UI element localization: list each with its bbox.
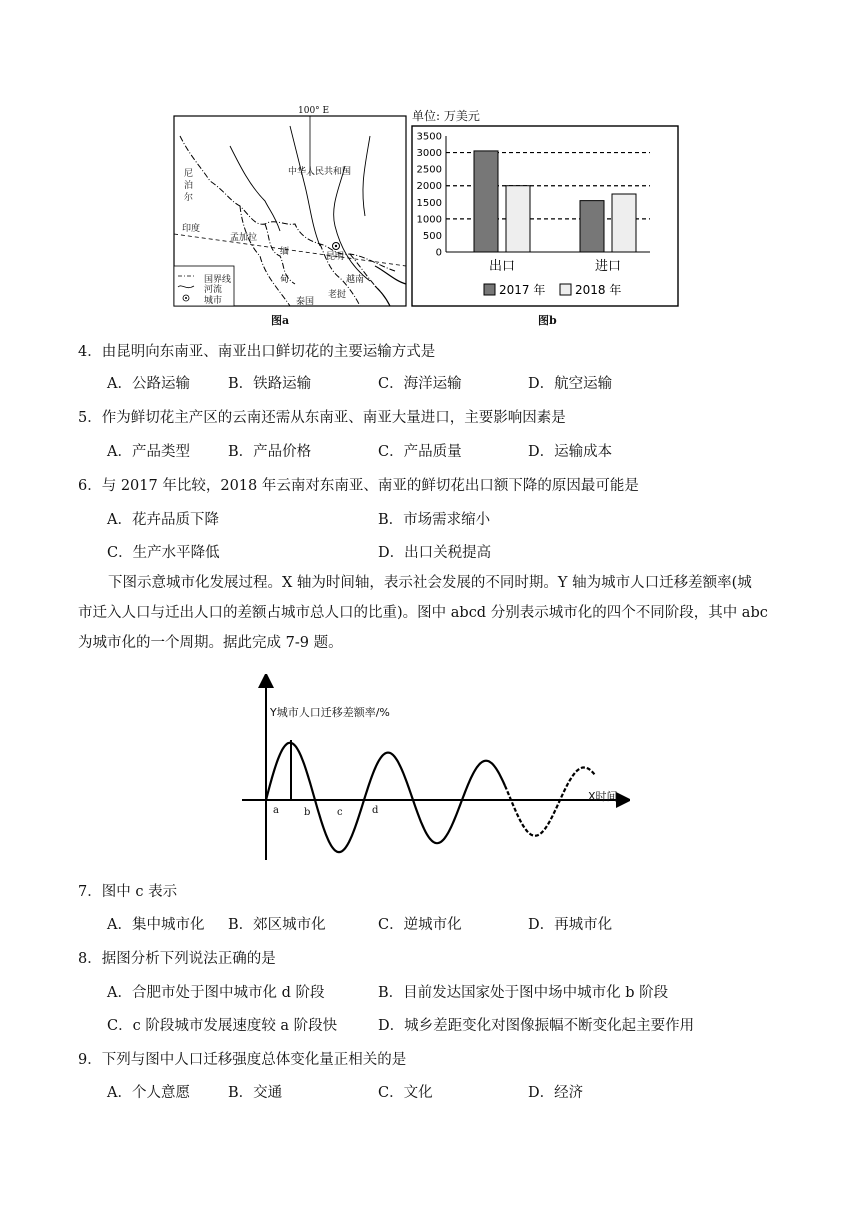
figure-b-caption: 图b (538, 314, 557, 327)
figure-a-map (170, 106, 410, 312)
map-label-vietnam: 越南 (346, 275, 365, 285)
y-tick-label: 1500 (416, 197, 442, 209)
bar-0-1 (506, 186, 530, 252)
map-label-india: 印度 (182, 224, 201, 234)
intro-line-2: 市迁入人口与迁出人口的差额占城市总人口的比重)。图中 abcd 分别表示城市化的四个不同阶段，其中 abc (78, 605, 768, 621)
q9-option-a[interactable]: A．个人意愿 (107, 1085, 190, 1101)
intro-line-3: 为城市化的一个周期。据此完成 7-9 题。 (78, 635, 343, 651)
q7-option-c[interactable]: C．逆城市化 (378, 917, 462, 933)
q4-option-c[interactable]: C．海洋运输 (378, 376, 462, 392)
category-label: 进口 (594, 259, 622, 274)
map-label-nepal: 尼泊尔 (184, 169, 194, 203)
q4-option-b[interactable]: B．铁路运输 (228, 376, 312, 392)
wave-dashed-line (505, 768, 595, 836)
q7-option-a[interactable]: A．集中城市化 (107, 917, 205, 933)
map-label-china: 中华人民共和国 (288, 167, 352, 177)
q9-option-d[interactable]: D．经济 (528, 1085, 584, 1101)
q8-option-b[interactable]: B．目前发达国家处于图中场中城市化 b 阶段 (378, 985, 669, 1001)
legend-river-label: 河流 (204, 285, 223, 295)
q4-option-d[interactable]: D．航空运输 (528, 376, 613, 392)
y-tick-label: 2500 (416, 164, 442, 176)
question-7-stem: 7．图中 c 表示 (78, 884, 178, 900)
q7-option-d[interactable]: D．再城市化 (528, 917, 613, 933)
q5-option-b[interactable]: B．产品价格 (228, 444, 312, 460)
question-8-stem: 8．据图分析下列说法正确的是 (78, 951, 276, 967)
longitude-label: 100° E (298, 106, 330, 116)
map-label-thailand: 泰国 (296, 297, 315, 307)
q6-option-a[interactable]: A．花卉品质下降 (107, 512, 219, 528)
q7-option-b[interactable]: B．郊区城市化 (228, 917, 326, 933)
bar-1-1 (612, 194, 636, 252)
wave-solid-line (266, 743, 505, 852)
q5-option-a[interactable]: A．产品类型 (107, 444, 190, 460)
map-label-myanmar: 缅甸 (280, 247, 290, 285)
category-label: 出口 (488, 259, 516, 274)
q9-option-b[interactable]: B．交通 (228, 1085, 283, 1101)
bar-chart-svg (410, 124, 682, 308)
q5-option-d[interactable]: D．运输成本 (528, 444, 613, 460)
q8-option-d[interactable]: D．城乡差距变化对图像振幅不断变化起主要作用 (378, 1018, 695, 1034)
urbanization-wave-chart (230, 674, 630, 868)
stage-label-a: a (273, 805, 279, 816)
bar-1-0 (580, 201, 604, 252)
q8-option-a[interactable]: A．合肥市处于图中城市化 d 阶段 (107, 985, 325, 1001)
q8-option-c[interactable]: C．c 阶段城市发展速度较 a 阶段快 (107, 1018, 338, 1034)
q4-option-a[interactable]: A．公路运输 (107, 376, 190, 392)
legend-swatch-0 (484, 284, 495, 295)
legend-border-label: 国界线 (204, 275, 232, 285)
y-tick-label: 500 (422, 230, 442, 242)
question-5-stem: 5．作为鲜切花主产区的云南还需从东南亚、南亚大量进口，主要影响因素是 (78, 410, 566, 426)
legend-label-1: 2018 年 (575, 283, 622, 297)
question-4-stem: 4．由昆明向东南亚、南亚出口鲜切花的主要运输方式是 (78, 344, 436, 360)
q5-option-c[interactable]: C．产品质量 (378, 444, 462, 460)
figure-b-chart (410, 124, 682, 308)
y-tick-label: 3000 (416, 148, 442, 160)
wave-x-label: X时间 (588, 790, 618, 803)
stage-label-c: c (337, 807, 343, 818)
y-tick-label: 3500 (416, 131, 442, 143)
map-label-kunming: 昆明 (326, 252, 345, 262)
stage-label-d: d (372, 805, 379, 816)
q6-option-b[interactable]: B．市场需求缩小 (378, 512, 491, 528)
legend-label-0: 2017 年 (499, 283, 546, 297)
map-label-laos: 老挝 (328, 290, 347, 300)
bar-0-0 (474, 151, 498, 252)
chart-unit-label: 单位: 万美元 (412, 109, 480, 123)
legend-city-label: 城市 (204, 296, 223, 306)
y-tick-label: 1000 (416, 214, 442, 226)
q9-option-c[interactable]: C．文化 (378, 1085, 433, 1101)
stage-label-b: b (304, 807, 311, 818)
question-6-stem: 6．与 2017 年比较，2018 年云南对东南亚、南亚的鲜切花出口额下降的原因最可能是 (78, 478, 639, 494)
question-9-stem: 9．下列与图中人口迁移强度总体变化量正相关的是 (78, 1052, 407, 1068)
intro-paragraph (78, 568, 778, 658)
q6-option-d[interactable]: D．出口关税提高 (378, 545, 492, 561)
y-tick-label: 0 (435, 247, 442, 259)
q6-option-c[interactable]: C．生产水平降低 (107, 545, 220, 561)
y-tick-label: 2000 (416, 181, 442, 193)
legend-swatch-1 (560, 284, 571, 295)
intro-line-1: 下图示意城市化发展过程。X 轴为时间轴，表示社会发展的不同时期。Y 轴为城市人口迁移差额率(城 (108, 575, 752, 591)
figure-a-caption: 图a (271, 314, 290, 327)
wave-y-label: Y城市人口迁移差额率/% (270, 706, 390, 719)
map-label-bangladesh: 孟加拉 (230, 233, 258, 243)
